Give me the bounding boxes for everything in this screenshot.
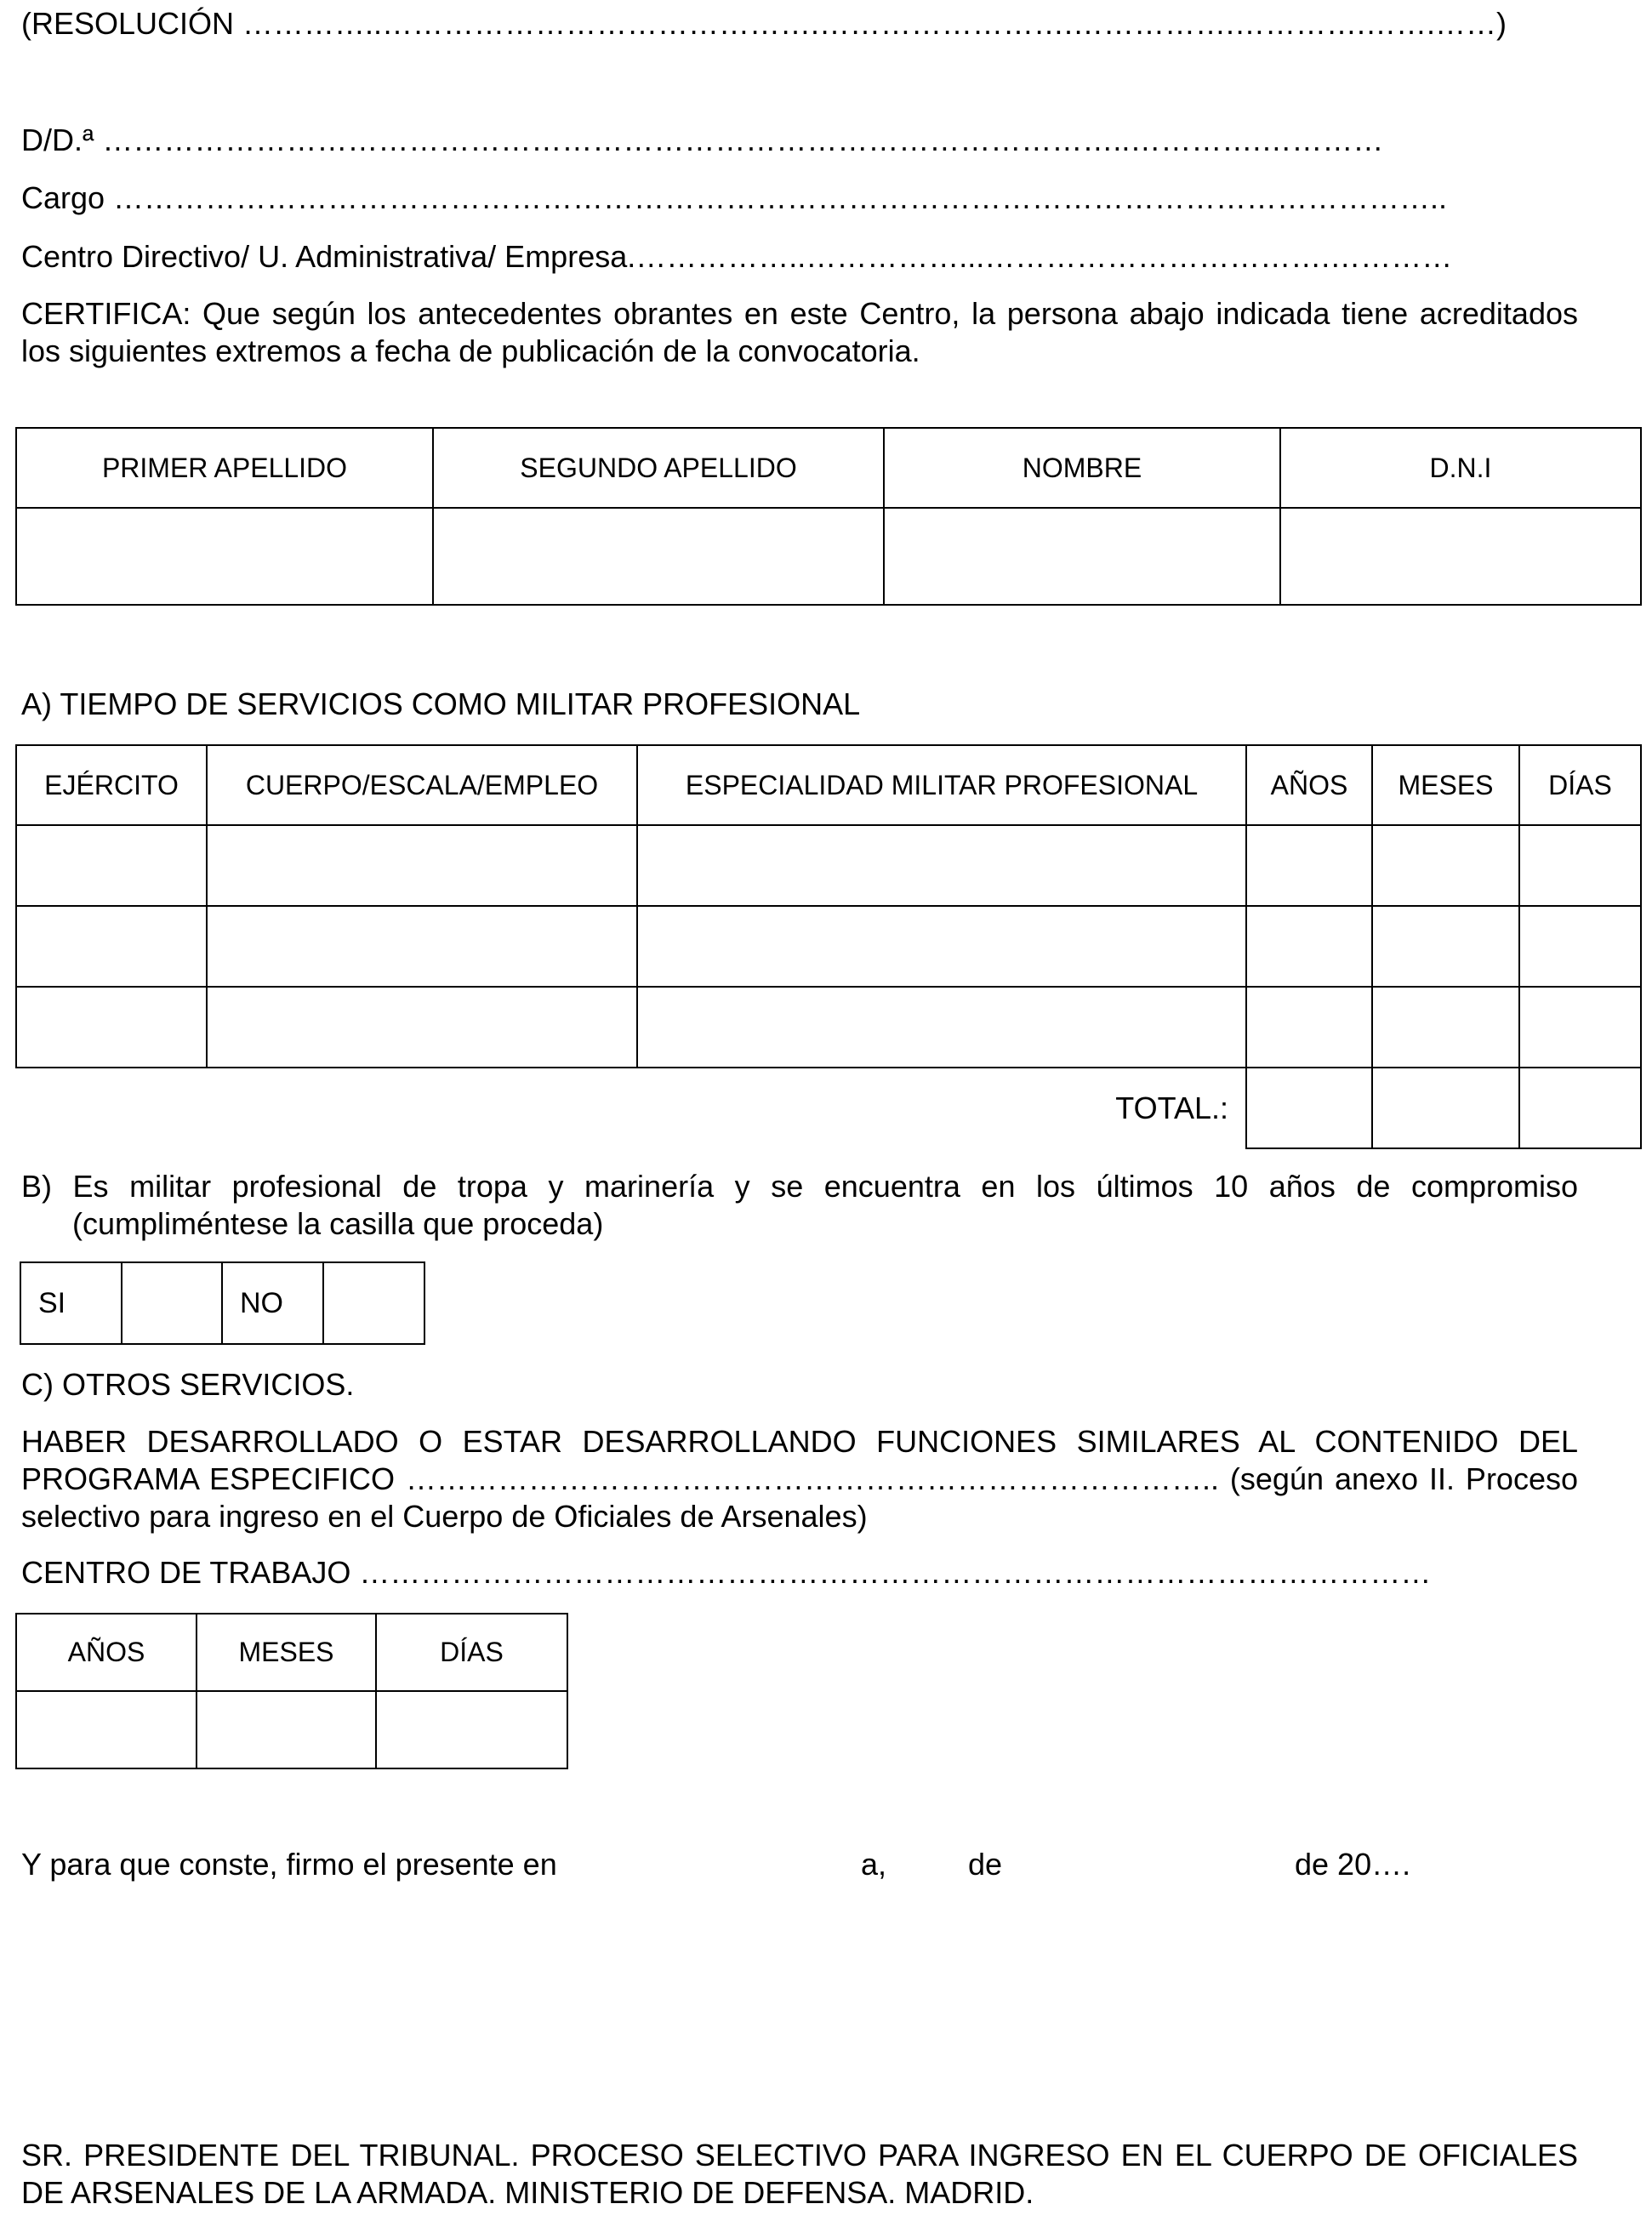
otros-meses-field[interactable] <box>197 1691 376 1768</box>
header-dias: DÍAS <box>376 1614 567 1691</box>
header-dias: DÍAS <box>1519 745 1641 825</box>
dias-field[interactable] <box>1519 825 1641 906</box>
certifica-paragraph: CERTIFICA: Que según los antecedentes obrantes en este Centro, la persona abajo indicada tiene acreditados los siguientes extremos a fecha de publicación de la convocatoria. <box>21 296 1578 368</box>
total-dias-field[interactable] <box>1519 1068 1641 1148</box>
header-dni: D.N.I <box>1280 428 1641 508</box>
cuerpo-field[interactable] <box>207 987 637 1068</box>
ejercito-field[interactable] <box>16 906 207 987</box>
resolucion-line: (RESOLUCIÓN …………..…………………………………….…………………….…………….………….…….……) <box>21 6 1507 41</box>
header-ejercito: EJÉRCITO <box>16 745 207 825</box>
cuerpo-field[interactable] <box>207 825 637 906</box>
no-checkbox[interactable] <box>323 1262 424 1344</box>
header-nombre: NOMBRE <box>884 428 1280 508</box>
anos-field[interactable] <box>1246 906 1372 987</box>
meses-field[interactable] <box>1372 906 1519 987</box>
otros-dias-field[interactable] <box>376 1691 567 1768</box>
header-cuerpo-escala-empleo: CUERPO/ESCALA/EMPLEO <box>207 745 637 825</box>
section-c-text: HABER DESARROLLADO O ESTAR DESARROLLANDO FUNCIONES SIMILARES AL CONTENIDO DEL PROGRAMA ESPECIFICO …………………………………………………………………….. (según anexo II. Proceso selectivo para ingreso en el Cuerpo de Oficiales de Arsenales) <box>21 1424 1578 1534</box>
signature-text: Y para que conste, firmo el presente en <box>21 1847 557 1882</box>
nombre-field[interactable] <box>884 508 1280 605</box>
signature-de: de <box>968 1847 1003 1882</box>
total-anos-field[interactable] <box>1246 1068 1372 1148</box>
section-b-text: B) Es militar profesional de tropa y marinería y se encuentra en los últimos 10 años de compromiso (cumpliméntese la casilla que proceda) <box>21 1169 1578 1241</box>
addressee-footer: SR. PRESIDENTE DEL TRIBUNAL. PROCESO SELECTIVO PARA INGRESO EN EL CUERPO DE OFICIALES DE ARSENALES DE LA ARMADA. MINISTERIO DE DEFENSA. MADRID. <box>21 2138 1578 2210</box>
total-label: TOTAL.: <box>1115 1091 1228 1125</box>
header-anos: AÑOS <box>1246 745 1372 825</box>
header-meses: MESES <box>197 1614 376 1691</box>
table-row <box>16 825 1641 906</box>
primer-apellido-field[interactable] <box>16 508 433 605</box>
dni-field[interactable] <box>1280 508 1641 605</box>
anos-field[interactable] <box>1246 987 1372 1068</box>
ejercito-field[interactable] <box>16 825 207 906</box>
centro-trabajo-line: CENTRO DE TRABAJO …………………………………………………………………………………………… <box>21 1555 1432 1590</box>
signature-a: a, <box>861 1847 887 1882</box>
meses-field[interactable] <box>1372 825 1519 906</box>
si-checkbox[interactable] <box>122 1262 222 1344</box>
header-segundo-apellido: SEGUNDO APELLIDO <box>433 428 884 508</box>
dias-field[interactable] <box>1519 906 1641 987</box>
dda-line: D/D.ª ………………………………………………………………………………………..………….………… <box>21 122 1384 157</box>
total-row <box>16 1068 1641 1148</box>
cuerpo-field[interactable] <box>207 906 637 987</box>
signature-year: de 20…. <box>1295 1847 1411 1882</box>
especialidad-field[interactable] <box>637 987 1246 1068</box>
meses-field[interactable] <box>1372 987 1519 1068</box>
especialidad-field[interactable] <box>637 825 1246 906</box>
segundo-apellido-field[interactable] <box>433 508 884 605</box>
section-a-title: A) TIEMPO DE SERVICIOS COMO MILITAR PROFESIONAL <box>21 686 861 721</box>
dias-field[interactable] <box>1519 987 1641 1068</box>
personal-data-table <box>15 427 1642 606</box>
si-label: SI <box>20 1262 122 1344</box>
centro-directivo-line: Centro Directivo/ U. Administrativa/ Empresa.……………..……………...…………………………….………… <box>21 239 1453 274</box>
otros-anos-field[interactable] <box>16 1691 197 1768</box>
cargo-line: Cargo ………………………………………………………………………………………………………………….. <box>21 180 1448 215</box>
especialidad-field[interactable] <box>637 906 1246 987</box>
anos-field[interactable] <box>1246 825 1372 906</box>
header-meses: MESES <box>1372 745 1519 825</box>
section-c-title: C) OTROS SERVICIOS. <box>21 1367 355 1402</box>
total-meses-field[interactable] <box>1372 1068 1519 1148</box>
ejercito-field[interactable] <box>16 987 207 1068</box>
header-primer-apellido: PRIMER APELLIDO <box>16 428 433 508</box>
table-row <box>16 987 1641 1068</box>
si-no-table <box>20 1261 425 1345</box>
no-label: NO <box>222 1262 323 1344</box>
other-services-table <box>15 1613 568 1769</box>
table-row <box>16 906 1641 987</box>
header-especialidad: ESPECIALIDAD MILITAR PROFESIONAL <box>637 745 1246 825</box>
header-anos: AÑOS <box>16 1614 197 1691</box>
military-service-table <box>15 744 1642 1149</box>
